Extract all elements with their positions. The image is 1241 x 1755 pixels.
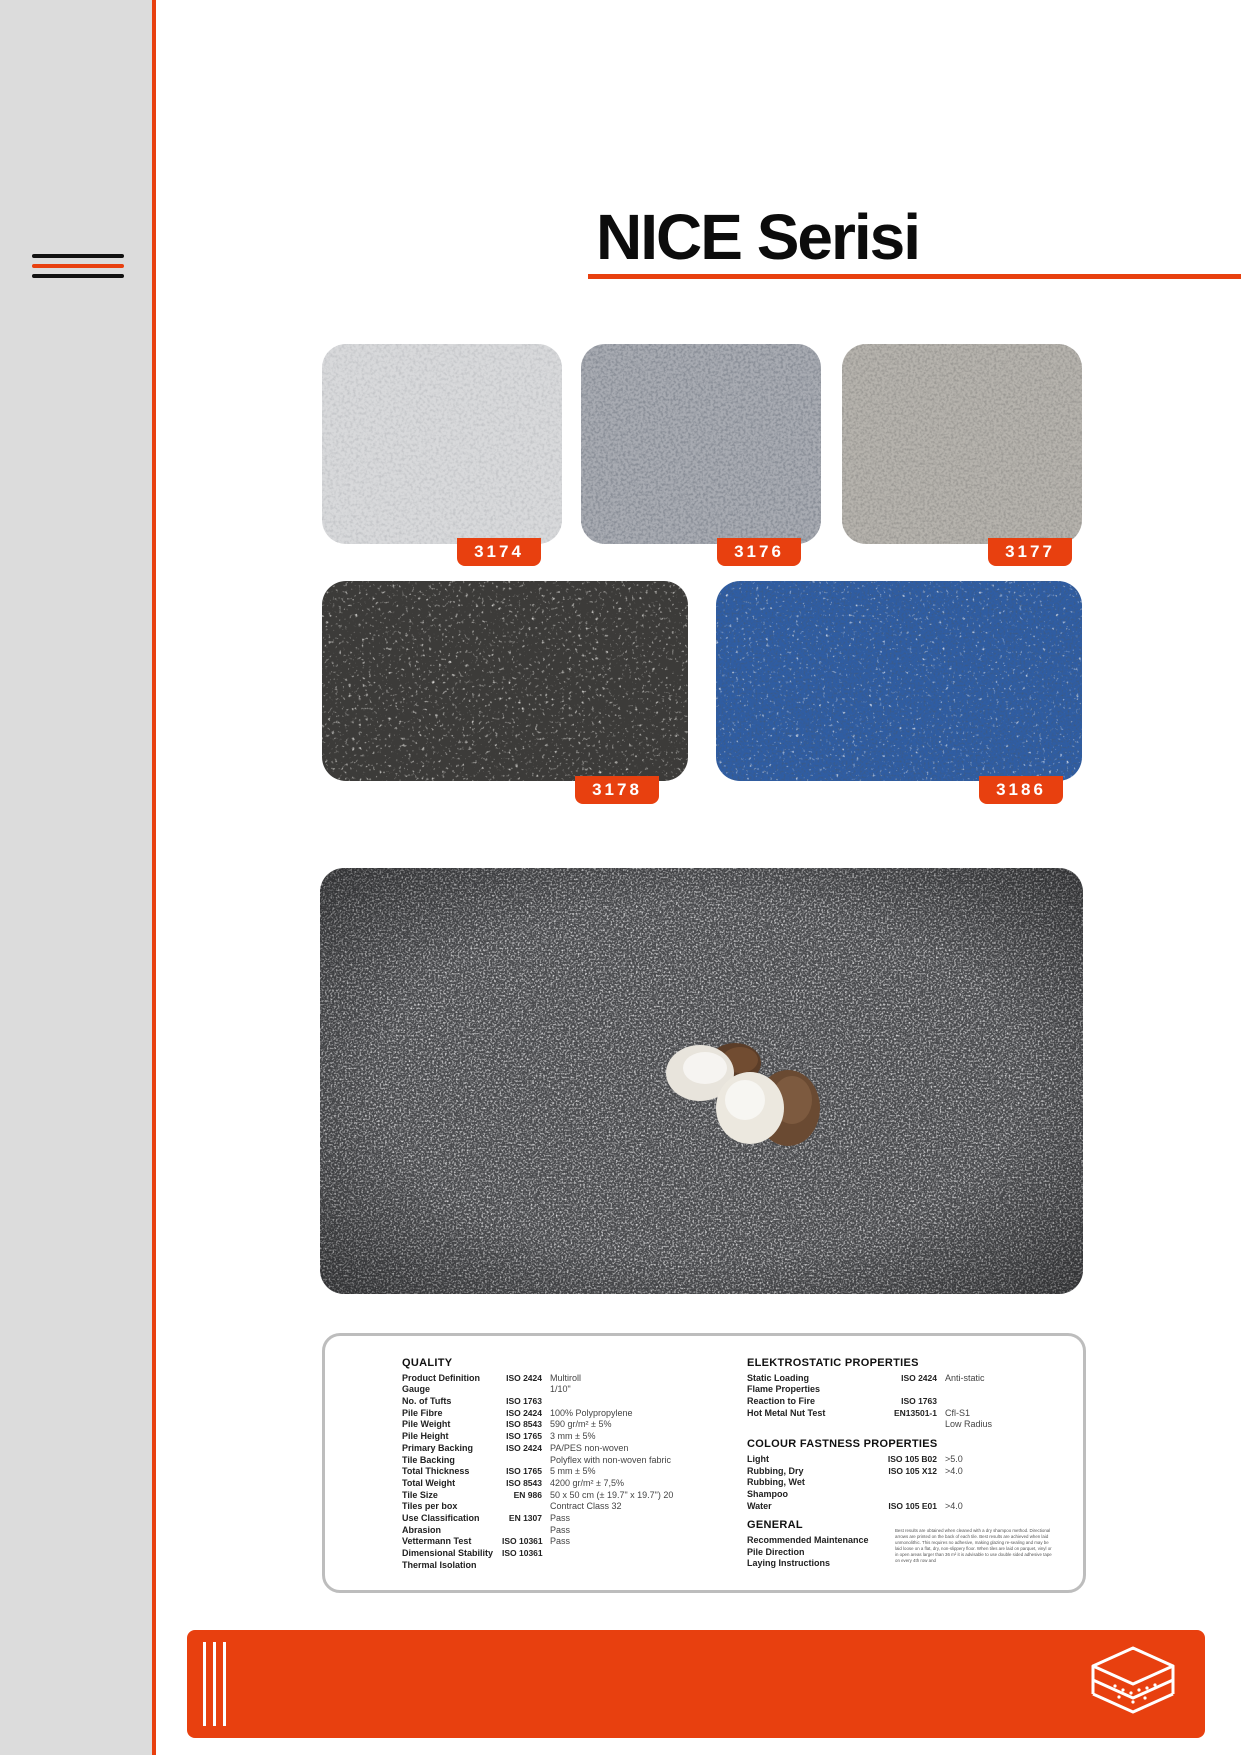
- spec-row: [402, 1478, 673, 1490]
- spec-label: Static Loading: [747, 1372, 810, 1383]
- section-heading: COLOUR FASTNESS PROPERTIES: [747, 1438, 938, 1451]
- spec-label: Gauge: [402, 1384, 431, 1395]
- spec-row: [402, 1525, 673, 1537]
- sidebar-accent-line: [152, 0, 156, 1755]
- spec-standard: ISO 8543: [506, 1477, 542, 1488]
- spec-row: [402, 1373, 673, 1385]
- spec-standard: ISO 1763: [901, 1396, 937, 1407]
- spec-value: Multiroll: [550, 1372, 582, 1383]
- spec-row: [747, 1419, 992, 1431]
- spec-label: Recommended Maintenance: [747, 1534, 869, 1545]
- page-title: NICE Serisi: [596, 201, 920, 273]
- spec-row: [402, 1536, 673, 1548]
- spec-row: [402, 1431, 673, 1443]
- footer-bar: [187, 1630, 1205, 1738]
- spec-row: [402, 1466, 673, 1478]
- swatch-image-3178[interactable]: [322, 581, 688, 781]
- spec-standard: ISO 1763: [506, 1396, 542, 1407]
- spec-value: 3 mm ± 5%: [550, 1431, 596, 1442]
- spec-label: Product Definition: [402, 1372, 480, 1383]
- spec-label: Total Weight: [402, 1477, 456, 1488]
- spec-label: Abrasion: [402, 1524, 442, 1535]
- spec-value: Anti-static: [945, 1372, 985, 1383]
- specifications-panel: [322, 1333, 1086, 1593]
- spec-row: [747, 1501, 992, 1513]
- spec-value: >5.0: [945, 1453, 963, 1464]
- spec-row: [747, 1373, 992, 1385]
- spec-label: Tile Size: [402, 1489, 438, 1500]
- spec-value: 1/10": [550, 1384, 571, 1395]
- spec-label: Pile Height: [402, 1431, 449, 1442]
- spec-label: Rubbing, Dry: [747, 1465, 804, 1476]
- spec-row: [747, 1466, 992, 1478]
- spec-row: [402, 1455, 673, 1467]
- spec-standard: EN 1307: [508, 1512, 542, 1523]
- quality-section: [402, 1358, 673, 1571]
- spec-row: [747, 1489, 992, 1501]
- spec-standard: ISO 10361: [502, 1536, 543, 1547]
- spec-label: Light: [747, 1453, 769, 1464]
- spec-value: >4.0: [945, 1500, 963, 1511]
- spec-label: Water: [747, 1500, 772, 1511]
- spec-standard: [502, 1560, 542, 1572]
- layers-icon: [1085, 1642, 1181, 1726]
- swatch-code-3174: 3174: [457, 538, 541, 566]
- spec-standard: ISO 2424: [506, 1372, 542, 1383]
- swatch-code-3177: 3177: [988, 538, 1072, 566]
- spec-row: [402, 1490, 673, 1502]
- spec-standard: [857, 1419, 937, 1431]
- spec-row: [402, 1443, 673, 1455]
- section-heading: GENERAL: [747, 1519, 803, 1532]
- spec-label: Shampoo: [747, 1488, 789, 1499]
- spec-value: Low Radius: [945, 1419, 993, 1430]
- spec-standard: ISO 2424: [506, 1407, 542, 1418]
- spec-value: Pass: [550, 1512, 571, 1523]
- spec-standard: [502, 1525, 542, 1537]
- menu-line: [32, 264, 124, 268]
- spec-label: Flame Properties: [747, 1384, 821, 1395]
- spec-value: Pass: [550, 1524, 571, 1535]
- spec-standard: ISO 2424: [901, 1372, 937, 1383]
- spec-value: PA/PES non-woven: [550, 1442, 629, 1453]
- spec-standard: ISO 10361: [502, 1548, 543, 1559]
- spec-standard: [502, 1501, 542, 1513]
- spec-standard: [857, 1477, 937, 1489]
- menu-line: [32, 254, 124, 258]
- spec-label: [747, 1419, 857, 1431]
- spec-standard: ISO 2424: [506, 1442, 542, 1453]
- spec-row: [402, 1501, 673, 1513]
- spec-standard: EN 986: [513, 1489, 542, 1500]
- footer-lines: [201, 1642, 233, 1726]
- spec-row: [747, 1454, 992, 1466]
- spec-row: [402, 1384, 673, 1396]
- spec-label: Tile Backing: [402, 1454, 455, 1465]
- spec-row: [747, 1477, 992, 1489]
- spec-value: 50 x 50 cm (± 19.7" x 19.7") 20: [550, 1489, 674, 1500]
- spec-row: [402, 1548, 673, 1560]
- menu-icon[interactable]: [32, 254, 124, 282]
- spec-label: Thermal Isolation: [402, 1559, 477, 1570]
- spec-standard: ISO 105 B02: [887, 1453, 937, 1464]
- spec-value: Contract Class 32: [550, 1501, 622, 1512]
- spec-label: Pile Weight: [402, 1419, 451, 1430]
- carpet-hero-image: [320, 868, 1083, 1294]
- spec-row: [402, 1396, 673, 1408]
- spec-label: Pile Fibre: [402, 1407, 443, 1418]
- spec-value: >4.0: [945, 1465, 963, 1476]
- spec-row: [402, 1408, 673, 1420]
- spec-label: Primary Backing: [402, 1442, 474, 1453]
- menu-line: [32, 274, 124, 278]
- spec-row: [747, 1384, 992, 1396]
- spec-value: Cfl-S1: [945, 1407, 971, 1418]
- spec-row: [747, 1396, 992, 1408]
- spec-value: Polyflex with non-woven fabric: [550, 1454, 672, 1465]
- spec-row: [747, 1408, 992, 1420]
- swatch-image-3174[interactable]: [322, 344, 562, 544]
- swatch-image-3177[interactable]: [842, 344, 1082, 544]
- spec-standard: ISO 1765: [506, 1466, 542, 1477]
- spec-standard: [502, 1384, 542, 1396]
- section-heading: QUALITY: [402, 1357, 453, 1369]
- swatch-image-3186[interactable]: [716, 581, 1082, 781]
- swatch-code-3176: 3176: [717, 538, 801, 566]
- spec-standard: [857, 1489, 937, 1501]
- spec-label: Use Classification: [402, 1512, 480, 1523]
- title-underline: [588, 274, 1241, 279]
- spec-label: Dimensional Stability: [402, 1548, 494, 1559]
- section-heading: ELEKTROSTATIC PROPERTIES: [747, 1357, 919, 1369]
- spec-value: Pass: [550, 1536, 571, 1547]
- spec-standard: [502, 1455, 542, 1467]
- spec-label: Pile Direction: [747, 1546, 805, 1557]
- spec-label: Vettermann Test: [402, 1536, 472, 1547]
- spec-label: Total Thickness: [402, 1466, 470, 1477]
- spec-standard: ISO 1765: [506, 1431, 542, 1442]
- swatch-code-3178: 3178: [575, 776, 659, 804]
- spec-label: Hot Metal Nut Test: [747, 1407, 826, 1418]
- spec-label: Rubbing, Wet: [747, 1477, 805, 1488]
- spec-row: [402, 1560, 673, 1572]
- spec-row: [402, 1419, 673, 1431]
- spec-value: 5 mm ± 5%: [550, 1466, 596, 1477]
- swatch-image-3176[interactable]: [581, 344, 821, 544]
- spec-value: 590 gr/m² ± 5%: [550, 1419, 612, 1430]
- maintenance-note: Best results are obtained when cleaned with a dry shampoo method. Directional arrows are printed on the back of each tile. Best results are achieved when laid unmonolithic. This requires no adhesive, making glazing re-sealing and may be laid loose on a flat, dry, non-slippery floor. When tiles are laid on parquet, vinyl or in open areas larger than 36 m² it is advisable to use double sided adhesive tape on every 4th row and: [895, 1528, 1052, 1563]
- spec-standard: ISO 105 X12: [888, 1465, 937, 1476]
- spec-label: Reaction to Fire: [747, 1396, 816, 1407]
- spec-label: No. of Tufts: [402, 1396, 452, 1407]
- spec-label: Tiles per box: [402, 1501, 458, 1512]
- spec-standard: EN13501-1: [893, 1407, 937, 1418]
- spec-label: Laying Instructions: [747, 1558, 831, 1569]
- spec-value: 100% Polypropylene: [550, 1407, 633, 1418]
- spec-standard: ISO 105 E01: [888, 1500, 937, 1511]
- spec-standard: [857, 1384, 937, 1396]
- spec-standard: ISO 8543: [506, 1419, 542, 1430]
- spec-row: [402, 1513, 673, 1525]
- spec-value: 4200 gr/m² ± 7,5%: [550, 1477, 624, 1488]
- swatch-code-3186: 3186: [979, 776, 1063, 804]
